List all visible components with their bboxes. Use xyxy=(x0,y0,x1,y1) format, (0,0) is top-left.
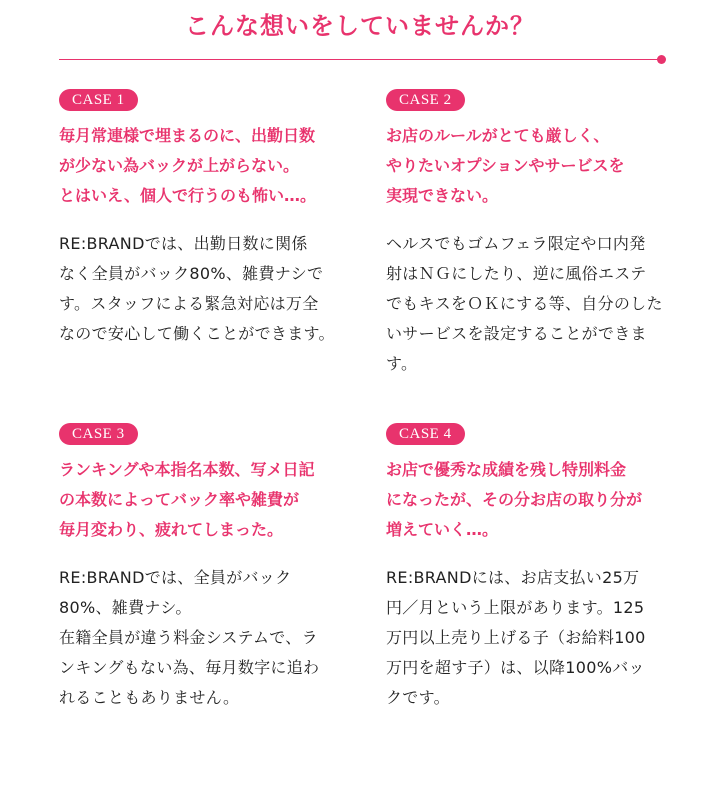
case-4 xyxy=(386,423,676,713)
case-body-line: 在籍全員が違う料金システムで、ラ xyxy=(59,628,318,647)
case-body-line: RE:BRANDでは、出勤日数に関係 xyxy=(59,234,308,253)
case-title-line: お店のルールがとても厳しく、 xyxy=(386,126,610,145)
case-body xyxy=(386,229,676,379)
case-title xyxy=(59,121,349,211)
case-title xyxy=(386,121,676,211)
case-title-line: 実現できない。 xyxy=(386,186,499,205)
case-title-line: ランキングや本指名本数、写メ日記 xyxy=(59,460,315,479)
case-title-line: になったが、その分お店の取り分が xyxy=(386,490,643,509)
case-body-line: 円／月という上限があります。125 xyxy=(386,598,645,617)
case-body-line: 80%、雑費ナシ。 xyxy=(59,598,192,617)
case-body-line: 万円を超す子）は、以降100%バッ xyxy=(386,658,645,677)
case-body-line: クです。 xyxy=(386,688,450,707)
case-body-line: RE:BRANDでは、全員がバック xyxy=(59,568,292,587)
case-title-line: とはいえ、個人で行うのも怖い…。 xyxy=(59,186,316,205)
case-body-line: す。スタッフによる緊急対応は万全 xyxy=(59,294,319,313)
case-title-line: の本数によってバック率や雑費が xyxy=(59,490,300,509)
case-body-line: ヘルスでもゴムフェラ限定や口内発 xyxy=(386,234,646,253)
case-title xyxy=(386,455,676,545)
case-badge: CASE 3 xyxy=(59,423,138,445)
case-body-line: す。 xyxy=(386,354,418,373)
case-body xyxy=(386,563,676,713)
case-title xyxy=(59,455,349,545)
divider-dot xyxy=(657,55,666,64)
case-body-line: なので安心して働くことができます。 xyxy=(59,324,335,343)
case-title-line: が少ない為バックが上がらない。 xyxy=(59,156,300,175)
case-body-line: ンキングもない為、毎月数字に追わ xyxy=(59,658,320,677)
case-body-line: でもキスをＯＫにする等、自分のした xyxy=(386,294,663,313)
case-3 xyxy=(59,423,349,713)
divider-line xyxy=(59,59,665,60)
case-1 xyxy=(59,89,349,349)
case-title-line: 毎月常連様で埋まるのに、出勤日数 xyxy=(59,126,316,145)
case-body xyxy=(59,229,349,349)
case-badge: CASE 2 xyxy=(386,89,465,111)
case-body-line: いサービスを設定することができま xyxy=(386,324,647,343)
case-badge: CASE 4 xyxy=(386,423,465,445)
case-body xyxy=(59,563,349,713)
case-body-line: なく全員がバック80%、雑費ナシで xyxy=(59,264,324,283)
case-title-line: 毎月変わり、疲れてしまった。 xyxy=(59,520,284,539)
case-title-line: やりたいオプションやサービスを xyxy=(386,156,625,175)
case-2 xyxy=(386,89,676,379)
case-body-line: 射はＮＧにしたり、逆に風俗エステ xyxy=(386,264,647,283)
case-badge: CASE 1 xyxy=(59,89,138,111)
case-title-line: 増えていく…。 xyxy=(386,520,499,539)
section-heading: こんな想いをしていませんか？ xyxy=(185,12,535,40)
case-title-line: お店で優秀な成績を残し特別料金 xyxy=(386,460,627,479)
case-body-line: 万円以上売り上げる子（お給料100 xyxy=(386,628,646,647)
case-body-line: RE:BRANDには、お店支払い25万 xyxy=(386,568,640,587)
case-body-line: れることもありません。 xyxy=(59,688,240,707)
